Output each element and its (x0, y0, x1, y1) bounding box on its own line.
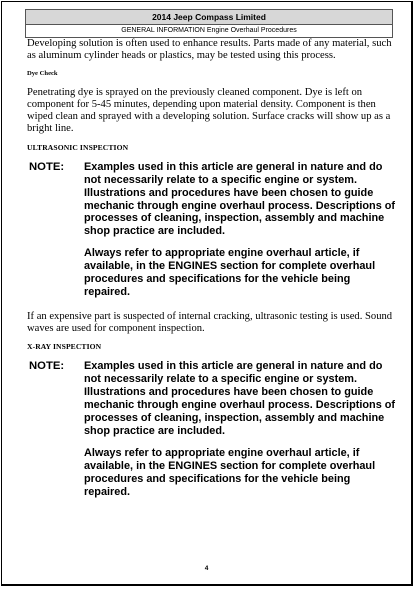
dye-check-paragraph: Penetrating dye is sprayed on the previously cleaned component. Dye is left on component for 5-45 minutes, depending upon material density. Component is then wiped clean and sprayed with a developing solution. Surface cracks will show up as a bright line. (27, 86, 391, 135)
note-text-refer: Always refer to appropriate engine overhaul article, if available, in the ENGINES section for complete overhaul procedures and specifications for the vehicle being repaired. (84, 446, 376, 498)
header-title: 2014 Jeep Compass Limited (26, 10, 392, 25)
page-number: 4 (204, 565, 209, 572)
xray-heading: X-RAY INSPECTION (27, 342, 102, 352)
note-text-general: Examples used in this article are general in nature and do not necessarily relate to a specific engine or system. Illustrations and procedures have been chosen to guide mechanic through engine overhaul process. Descriptions of processes of cleaning, inspection, assembly and machine shop practice are included. (84, 360, 396, 437)
note-block (27, 161, 397, 299)
document-body (27, 38, 397, 511)
note-block (27, 360, 397, 498)
ultrasonic-paragraph: If an expensive part is suspected of internal cracking, ultrasonic testing is used. Sound waves are used for component inspection. (27, 310, 393, 335)
note-text-refer: Always refer to appropriate engine overhaul article, if available, in the ENGINES section for complete overhaul procedures and specifications for the vehicle being repaired. (84, 247, 376, 298)
document-header (25, 9, 393, 38)
note-body (84, 360, 397, 498)
note-label: NOTE: (29, 360, 65, 373)
note-text-general: Examples used in this article are general in nature and do not necessarily relate to a specific engine or system. Illustrations and procedures have been chosen to guide mechanic through engine overhaul process. Descriptions of processes of cleaning, inspection, assembly and machine shop practice are included. (84, 160, 396, 238)
note-label: NOTE: (29, 160, 65, 173)
note-body (84, 161, 397, 299)
ultrasonic-heading: ULTRASONIC INSPECTION (27, 142, 129, 152)
dye-check-heading: Dye Check (27, 69, 58, 77)
document-page (1, 1, 413, 586)
header-subtitle: GENERAL INFORMATION Engine Overhaul Procedures (121, 27, 297, 34)
intro-paragraph: Developing solution is often used to enhance results. Parts made of any material, such as aluminum cylinder heads or plastics, may be tested using this process. (27, 38, 392, 62)
